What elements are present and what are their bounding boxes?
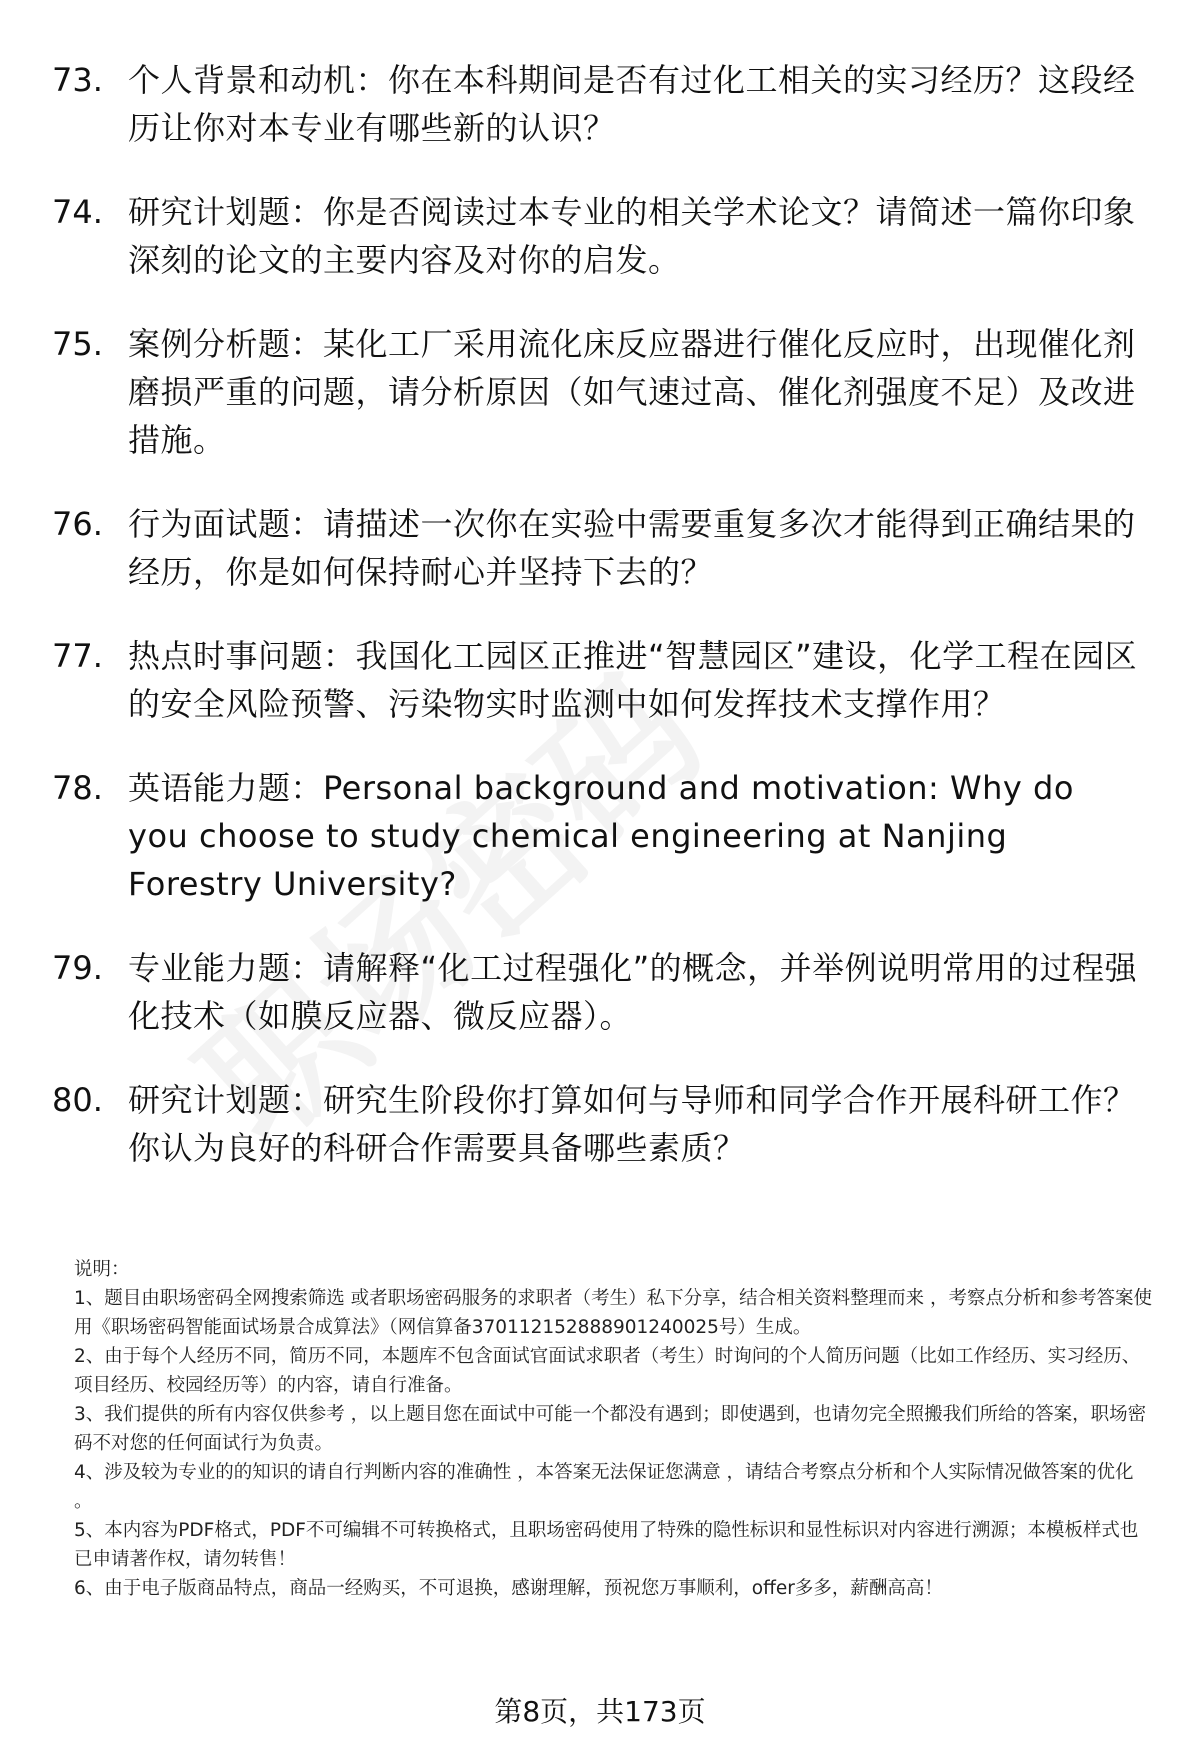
question-item-76 [52,500,1142,596]
question-text: 行为面试题：请描述一次你在实验中需要重复多次才能得到正确结果的经历，你是如何保持耐心并坚持下去的？ [128,505,1136,591]
question-item-77 [52,632,1142,728]
question-text: 热点时事问题：我国化工园区正推进“智慧园区”建设，化学工程在园区的安全风险预警、污染物实时监测中如何发挥技术支撑作用？ [128,637,1138,723]
question-number: 75. [52,325,103,363]
note-item: 1、题目由职场密码全网搜索筛选 或者职场密码服务的求职者（考生）私下分享，结合相关资料整理而来 ，考察点分析和参考答案使用《职场密码智能面试场景合成算法》（网信算备370112152888901240025号）生成。 [74,1288,1153,1338]
question-item-75 [52,320,1142,464]
question-text: 研究计划题：你是否阅读过本专业的相关学术论文？请简述一篇你印象深刻的论文的主要内容及对你的启发。 [128,193,1136,279]
question-number: 80. [52,1081,103,1119]
notes-title: 说明： [74,1259,130,1280]
question-number: 79. [52,949,103,987]
note-item: 2、由于每个人经历不同，简历不同，本题库不包含面试官面试求职者（考生）时询问的个人简历问题（比如工作经历、实习经历、项目经历、校园经历等）的内容，请自行准备。 [74,1346,1141,1396]
question-item-79 [52,944,1142,1040]
page-number: 第8页，共173页 [494,1695,706,1728]
question-number: 74. [52,193,103,231]
question-text: 案例分析题：某化工厂采用流化床反应器进行催化反应时，出现催化剂磨损严重的问题，请分析原因（如气速过高、催化剂强度不足）及改进措施。 [128,325,1136,459]
question-item-74 [52,188,1142,284]
question-item-73 [52,56,1142,152]
question-item-78 [52,764,1142,908]
question-number: 76. [52,505,103,543]
question-number: 78. [52,769,103,807]
note-item: 4、涉及较为专业的的知识的请自行判断内容的准确性 ，本答案无法保证您满意 ，请结合考察点分析和个人实际情况做答案的优化 。 [74,1462,1134,1512]
question-number: 77. [52,637,103,675]
question-number: 73. [52,61,103,99]
question-text: 个人背景和动机：你在本科期间是否有过化工相关的实习经历？这段经历让你对本专业有哪些新的认识？ [128,61,1136,147]
question-item-80 [52,1076,1142,1172]
note-item: 6、由于电子版商品特点，商品一经购买，不可退换，感谢理解，预祝您万事顺利，offer多多，薪酬高高！ [74,1578,943,1599]
notes-section [74,1255,1154,1603]
question-list [52,56,1142,1208]
note-item: 3、我们提供的所有内容仅供参考 ，以上题目您在面试中可能一个都没有遇到；即使遇到，也请勿完全照搬我们所给的答案，职场密码不对您的任何面试行为负责。 [74,1404,1147,1454]
question-text: 研究计划题：研究生阶段你打算如何与导师和同学合作开展科研工作？你认为良好的科研合作需要具备哪些素质？ [128,1081,1136,1167]
question-text: 英语能力题：Personal background and motivation: Why do you choose to study chemical engineering at Nanjing Forestry University? [128,769,1074,903]
question-text: 专业能力题：请解释“化工过程强化”的概念，并举例说明常用的过程强化技术（如膜反应器、微反应器）。 [128,949,1138,1035]
note-item: 5、本内容为PDF格式，PDF不可编辑不可转换格式，且职场密码使用了特殊的隐性标识和显性标识对内容进行溯源；本模板样式也已申请著作权，请勿转售！ [74,1520,1139,1570]
